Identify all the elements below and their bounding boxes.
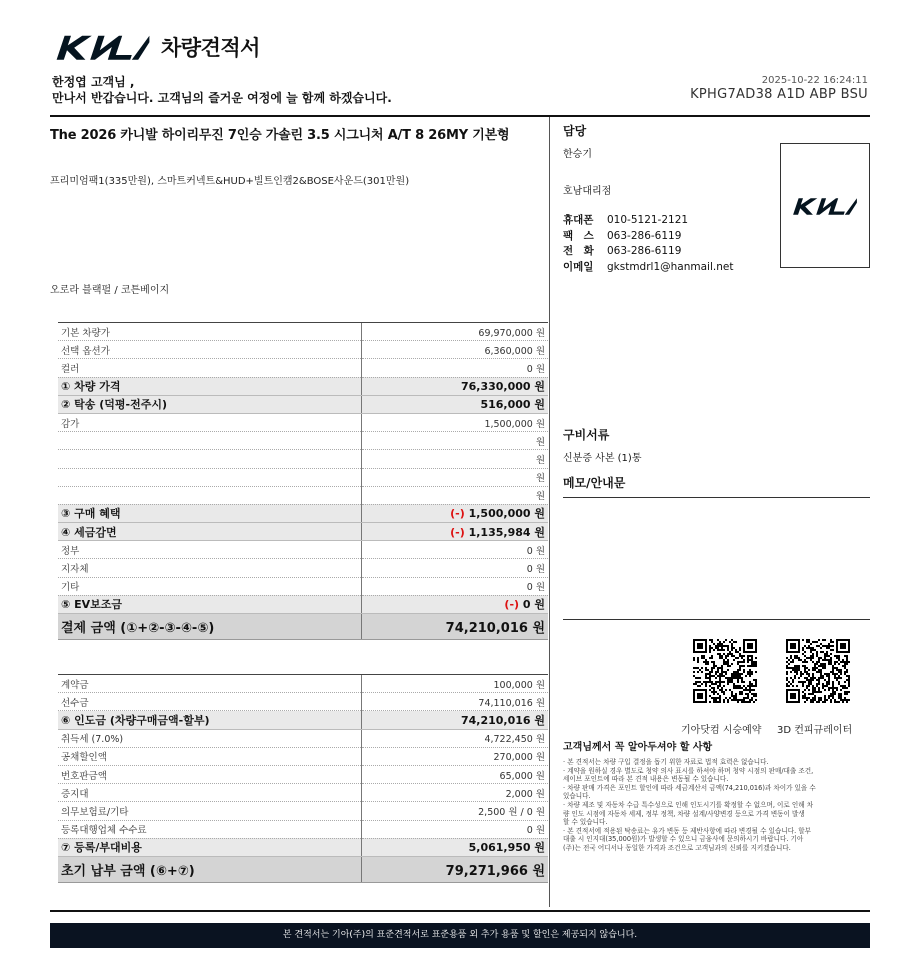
table-row — [58, 693, 548, 711]
amount: 6,360,000 원 — [484, 345, 545, 357]
notice-line: 량 인도 시점에 자동차 세제, 정부 정책, 차량 설계/사양변경 등으로 가격 변동이 발생 — [563, 809, 805, 818]
table-row — [58, 765, 548, 783]
row-label: ⑦ 등록/부대비용 — [58, 838, 361, 856]
table-row — [58, 468, 548, 486]
notice-line: 대출 시 인지대(35,000원)가 발생할 수 있으니 금융사에 문의하시기 바랍니다. 기아 — [563, 835, 804, 844]
table-row — [58, 432, 548, 450]
table-row — [58, 595, 548, 613]
amount: 100,000 원 — [493, 679, 545, 691]
notice-line: · 본 견적서에 적용된 탁송료는 유가 변동 등 제반사항에 따라 변경될 수 있습니다. 할부 — [563, 826, 812, 835]
amount: 0 원 — [526, 825, 545, 837]
documents-value: 신분증 사본 (1)통 — [563, 453, 642, 464]
row-label — [58, 486, 361, 504]
row-label: 계약금 — [58, 675, 361, 693]
kia-logo-icon — [790, 195, 860, 217]
negative-sign: (-) — [504, 598, 520, 612]
negative-sign: (-) — [450, 525, 465, 539]
row-label: ⑤ EV보조금 — [58, 595, 361, 613]
row-label: 초기 납부 금액 (⑥+⑦) — [58, 856, 361, 882]
row-label — [58, 450, 361, 468]
required-documents — [563, 426, 641, 464]
quote-date: 2025-10-22 16:24:11 — [761, 75, 868, 86]
amount: 79,271,966 원 — [445, 863, 545, 879]
amount: 1,500,000 원 — [464, 507, 545, 521]
kia-logo — [55, 30, 260, 64]
row-value — [361, 820, 548, 838]
table-row — [58, 413, 548, 431]
amount: 74,210,016 원 — [445, 621, 545, 636]
amount: 270,000 원 — [493, 752, 545, 764]
qr-test-drive-icon[interactable] — [693, 639, 757, 703]
table-row — [58, 820, 548, 838]
table-row — [58, 395, 548, 413]
notice-body — [563, 758, 870, 853]
quote-meta — [690, 75, 868, 102]
bottom-divider — [50, 910, 870, 912]
row-value — [361, 559, 548, 577]
table-row — [58, 323, 548, 341]
greeting-name: 한정엽 고객님 , — [52, 75, 135, 89]
table-row — [58, 541, 548, 559]
amount: 74,110,016 원 — [478, 697, 545, 709]
table-row — [58, 523, 548, 541]
amount: 5,061,950 원 — [468, 841, 545, 855]
qr-configurator-icon[interactable] — [786, 639, 850, 703]
row-label: 지자체 — [58, 559, 361, 577]
notice-section — [563, 738, 870, 853]
quote-left-column — [50, 117, 549, 879]
amount: 원 — [535, 473, 545, 485]
memo-divider — [563, 619, 870, 620]
dealer-logo-box — [780, 143, 870, 268]
quote-right-column — [563, 117, 870, 852]
document-title: 차량견적서 — [161, 36, 260, 60]
row-value — [361, 577, 548, 595]
row-value — [361, 541, 548, 559]
contact-heading: 담당 — [563, 124, 587, 138]
amount: 1,135,984 원 — [464, 525, 545, 539]
table-row — [58, 856, 548, 882]
kia-logo-icon — [55, 30, 151, 64]
row-label: 번호판금액 — [58, 765, 361, 783]
amount: 516,000 원 — [480, 398, 545, 412]
row-label — [58, 468, 361, 486]
row-value — [361, 504, 548, 522]
amount: 0 원 — [526, 564, 545, 576]
contact-email: 이메일 gkstmdrl1@hanmail.net — [563, 260, 734, 273]
greeting-message: 만나서 반갑습니다. 고객님의 즐거운 여정에 늘 함께 하겠습니다. — [52, 91, 392, 105]
memo-section — [563, 474, 870, 498]
row-label: 컬러 — [58, 359, 361, 377]
row-value — [361, 413, 548, 431]
amount: 원 — [535, 454, 545, 466]
row-value — [361, 359, 548, 377]
contact-branch: 호남대리점 — [563, 186, 612, 197]
amount: 0 원 — [526, 363, 545, 375]
row-label: 선택 옵션가 — [58, 341, 361, 359]
vehicle-color: 오로라 블랙펄 / 코튼베이지 — [50, 285, 170, 296]
notice-line: 세이브 포인트에 따라 본 견적 내용은 변동될 수 있습니다. — [563, 775, 729, 784]
row-value — [361, 711, 548, 729]
negative-sign: (-) — [450, 507, 465, 521]
amount: 74,210,016 원 — [460, 713, 545, 727]
row-value — [361, 395, 548, 413]
table-row — [58, 675, 548, 693]
row-value — [361, 838, 548, 856]
footer-disclaimer: 본 견적서는 기아(주)의 표준견적서로 표준용품 외 추가 용품 및 할인은 제공되지 않습니다. — [50, 923, 870, 948]
table-row — [58, 377, 548, 395]
table-row — [58, 359, 548, 377]
qr-configurator-label[interactable]: 3D 컨피규레이터 — [777, 725, 853, 736]
table-row — [58, 729, 548, 747]
table-row — [58, 784, 548, 802]
amount: 2,000 원 — [505, 788, 545, 800]
vehicle-model: The 2026 카니발 하이리무진 7인승 가솔린 3.5 시그니처 A/T 8 26MY 기본형 — [50, 128, 510, 143]
vehicle-options: 프리미엄팩1(335만원), 스마트커넥트&HUD+빌트인캠2&BOSE사운드(301만원) — [50, 176, 410, 187]
row-label: ⑥ 인도금 (차량구매금액-할부) — [58, 711, 361, 729]
qr-test-drive-label[interactable]: 기아닷컴 시승예약 — [681, 725, 762, 736]
amount: 원 — [535, 436, 545, 448]
table-row — [58, 802, 548, 820]
amount: 2,500 원 / 0 원 — [478, 806, 545, 818]
row-value — [361, 784, 548, 802]
row-value — [361, 595, 548, 613]
row-label: 정부 — [58, 541, 361, 559]
row-label — [58, 432, 361, 450]
row-label: 선수금 — [58, 693, 361, 711]
vehicle-code: KPHG7AD38 A1D ABP BSU — [690, 87, 868, 102]
table-row — [58, 504, 548, 522]
table-row — [58, 614, 548, 640]
price-table-payment — [58, 322, 548, 640]
amount: 4,722,450 원 — [484, 734, 545, 746]
row-label: 감가 — [58, 413, 361, 431]
row-label: ② 탁송 (덕평-전주시) — [58, 395, 361, 413]
row-value — [361, 747, 548, 765]
notice-title: 고객님께서 꼭 알아두셔야 할 사항 — [563, 742, 713, 753]
row-label: 결제 금액 (①+②-③-④-⑤) — [58, 614, 361, 640]
row-label: 기본 차량가 — [58, 323, 361, 341]
row-value — [361, 486, 548, 504]
table-row — [58, 838, 548, 856]
column-divider — [549, 117, 550, 907]
table-row — [58, 577, 548, 595]
notice-line: 할 수 있습니다. — [563, 818, 608, 827]
row-value — [361, 523, 548, 541]
contact-fax: 팩 스 063-286-6119 — [563, 229, 682, 242]
row-value — [361, 693, 548, 711]
amount: 원 — [535, 491, 545, 503]
price-table-initial — [58, 674, 548, 883]
notice-line: · 본 견적서는 차량 구입 결정을 돕기 위한 자료로 법적 효력은 없습니다. — [563, 758, 769, 766]
amount: 0 원 — [526, 545, 545, 557]
table-row — [58, 559, 548, 577]
row-label: 증지대 — [58, 784, 361, 802]
contact-phone: 전 화 063-286-6119 — [563, 245, 682, 257]
row-label: 취득세 (7.0%) — [58, 729, 361, 747]
amount: 69,970,000 원 — [478, 327, 545, 339]
notice-line: · 계약을 원하실 경우 별도로 청약 의사 표시를 하셔야 하며 청약 시점의 판매/대출 조건, — [563, 766, 814, 775]
amount: 0 원 — [519, 598, 545, 612]
row-value — [361, 432, 548, 450]
memo-heading: 메모/안내문 — [563, 476, 626, 490]
row-label: ④ 세금감면 — [58, 523, 361, 541]
row-value — [361, 765, 548, 783]
notice-line: 있습니다. — [563, 792, 591, 801]
table-row — [58, 341, 548, 359]
row-value — [361, 675, 548, 693]
amount: 65,000 원 — [499, 770, 545, 782]
row-label: 기타 — [58, 577, 361, 595]
amount: 1,500,000 원 — [484, 418, 545, 430]
amount: 0 원 — [526, 582, 545, 594]
documents-heading: 구비서류 — [563, 428, 610, 442]
row-value — [361, 341, 548, 359]
row-value — [361, 468, 548, 486]
row-value — [361, 802, 548, 820]
greeting — [52, 74, 392, 106]
contact-mobile: 휴대폰 010-5121-2121 — [563, 214, 689, 226]
row-value — [361, 729, 548, 747]
table-row — [58, 711, 548, 729]
row-value — [361, 323, 548, 341]
row-label: 등록대행업체 수수료 — [58, 820, 361, 838]
notice-line: · 차량 판매 가격은 포인트 할인에 따라 세금계산서 금액(74,210,016)과 차이가 있을 수 — [563, 783, 816, 792]
row-label: 공채할인액 — [58, 747, 361, 765]
row-label: ① 차량 가격 — [58, 377, 361, 395]
row-value — [361, 377, 548, 395]
table-row — [58, 450, 548, 468]
table-row — [58, 747, 548, 765]
notice-line: · 차량 제조 및 자동차 수급 특수성으로 인해 인도시기를 확정할 수 없으며, 이로 인해 차 — [563, 800, 814, 809]
row-value — [361, 856, 548, 882]
notice-line: (주)는 전국 어디서나 동일한 가격과 조건으로 고객님과의 신뢰를 지키겠습니다. — [563, 843, 791, 852]
row-value — [361, 450, 548, 468]
row-label: ③ 구매 혜택 — [58, 504, 361, 522]
row-value — [361, 614, 548, 640]
amount: 76,330,000 원 — [460, 380, 545, 394]
row-label: 의무보험료/기타 — [58, 802, 361, 820]
table-row — [58, 486, 548, 504]
contact-name: 한승기 — [563, 149, 592, 160]
